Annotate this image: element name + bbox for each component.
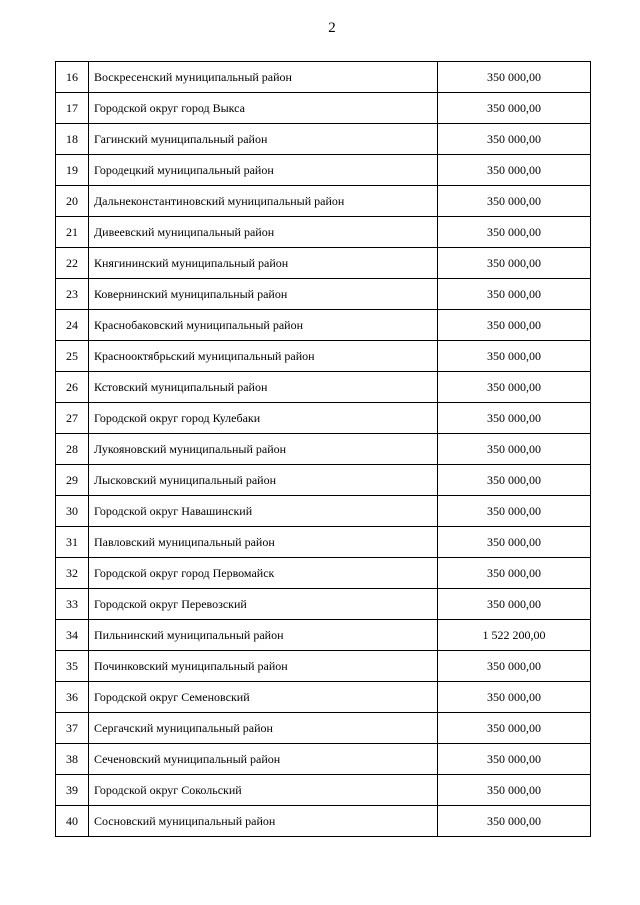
amount: 350 000,00 xyxy=(438,186,591,217)
amount: 350 000,00 xyxy=(438,279,591,310)
table-row xyxy=(56,434,591,465)
amount: 350 000,00 xyxy=(438,155,591,186)
municipality-name: Кстовский муниципальный район xyxy=(89,372,438,403)
amount: 350 000,00 xyxy=(438,806,591,837)
municipality-name: Краснооктябрьский муниципальный район xyxy=(89,341,438,372)
table-row xyxy=(56,496,591,527)
amount: 350 000,00 xyxy=(438,217,591,248)
row-number: 34 xyxy=(56,620,89,651)
table-body xyxy=(56,62,591,837)
municipality-name: Починковский муниципальный район xyxy=(89,651,438,682)
row-number: 22 xyxy=(56,248,89,279)
municipality-name: Лукояновский муниципальный район xyxy=(89,434,438,465)
amount: 350 000,00 xyxy=(438,434,591,465)
municipality-name: Павловский муниципальный район xyxy=(89,527,438,558)
amount: 1 522 200,00 xyxy=(438,620,591,651)
row-number: 26 xyxy=(56,372,89,403)
table-row xyxy=(56,682,591,713)
table-row xyxy=(56,155,591,186)
table-row xyxy=(56,527,591,558)
row-number: 23 xyxy=(56,279,89,310)
amount: 350 000,00 xyxy=(438,248,591,279)
row-number: 40 xyxy=(56,806,89,837)
table-row xyxy=(56,279,591,310)
amount: 350 000,00 xyxy=(438,93,591,124)
row-number: 36 xyxy=(56,682,89,713)
table-row xyxy=(56,775,591,806)
row-number: 31 xyxy=(56,527,89,558)
table-row xyxy=(56,248,591,279)
row-number: 38 xyxy=(56,744,89,775)
row-number: 20 xyxy=(56,186,89,217)
row-number: 39 xyxy=(56,775,89,806)
table-row xyxy=(56,124,591,155)
table-row xyxy=(56,713,591,744)
municipality-name: Городской округ Семеновский xyxy=(89,682,438,713)
table-row xyxy=(56,93,591,124)
row-number: 21 xyxy=(56,217,89,248)
amount: 350 000,00 xyxy=(438,558,591,589)
row-number: 17 xyxy=(56,93,89,124)
municipality-name: Городской округ Навашинский xyxy=(89,496,438,527)
row-number: 25 xyxy=(56,341,89,372)
municipality-name: Сеченовский муниципальный район xyxy=(89,744,438,775)
municipality-name: Городской округ Сокольский xyxy=(89,775,438,806)
row-number: 28 xyxy=(56,434,89,465)
table-row xyxy=(56,372,591,403)
amount: 350 000,00 xyxy=(438,744,591,775)
table-row xyxy=(56,62,591,93)
amount: 350 000,00 xyxy=(438,775,591,806)
municipality-name: Княгининский муниципальный район xyxy=(89,248,438,279)
row-number: 35 xyxy=(56,651,89,682)
table-row xyxy=(56,558,591,589)
row-number: 16 xyxy=(56,62,89,93)
amount: 350 000,00 xyxy=(438,496,591,527)
row-number: 33 xyxy=(56,589,89,620)
municipality-name: Гагинский муниципальный район xyxy=(89,124,438,155)
row-number: 27 xyxy=(56,403,89,434)
row-number: 18 xyxy=(56,124,89,155)
municipality-name: Ковернинский муниципальный район xyxy=(89,279,438,310)
row-number: 32 xyxy=(56,558,89,589)
row-number: 37 xyxy=(56,713,89,744)
table-row xyxy=(56,465,591,496)
municipality-name: Городецкий муниципальный район xyxy=(89,155,438,186)
amount: 350 000,00 xyxy=(438,124,591,155)
table-row xyxy=(56,589,591,620)
municipality-name: Краснобаковский муниципальный район xyxy=(89,310,438,341)
row-number: 24 xyxy=(56,310,89,341)
page-number: 2 xyxy=(328,20,336,36)
municipality-name: Сосновский муниципальный район xyxy=(89,806,438,837)
table-row xyxy=(56,620,591,651)
table-row xyxy=(56,217,591,248)
amount: 350 000,00 xyxy=(438,465,591,496)
amount: 350 000,00 xyxy=(438,527,591,558)
municipality-name: Городской округ город Выкса xyxy=(89,93,438,124)
table-row xyxy=(56,744,591,775)
table-row xyxy=(56,651,591,682)
municipality-name: Сергачский муниципальный район xyxy=(89,713,438,744)
municipality-name: Городской округ город Первомайск xyxy=(89,558,438,589)
amount: 350 000,00 xyxy=(438,403,591,434)
table-row xyxy=(56,403,591,434)
amount: 350 000,00 xyxy=(438,310,591,341)
municipality-name: Воскресенский муниципальный район xyxy=(89,62,438,93)
municipality-name: Городской округ город Кулебаки xyxy=(89,403,438,434)
table-row xyxy=(56,186,591,217)
table-row xyxy=(56,341,591,372)
municipality-name: Дивеевский муниципальный район xyxy=(89,217,438,248)
municipality-name: Пильнинский муниципальный район xyxy=(89,620,438,651)
table-row xyxy=(56,310,591,341)
row-number: 19 xyxy=(56,155,89,186)
municipality-name: Городской округ Перевозский xyxy=(89,589,438,620)
row-number: 30 xyxy=(56,496,89,527)
row-number: 29 xyxy=(56,465,89,496)
amount: 350 000,00 xyxy=(438,589,591,620)
amount: 350 000,00 xyxy=(438,713,591,744)
amount: 350 000,00 xyxy=(438,62,591,93)
municipality-name: Дальнеконстантиновский муниципальный район xyxy=(89,186,438,217)
municipality-name: Лысковский муниципальный район xyxy=(89,465,438,496)
amount: 350 000,00 xyxy=(438,372,591,403)
table-row xyxy=(56,806,591,837)
amount: 350 000,00 xyxy=(438,682,591,713)
allocation-table xyxy=(55,61,591,837)
amount: 350 000,00 xyxy=(438,341,591,372)
amount: 350 000,00 xyxy=(438,651,591,682)
